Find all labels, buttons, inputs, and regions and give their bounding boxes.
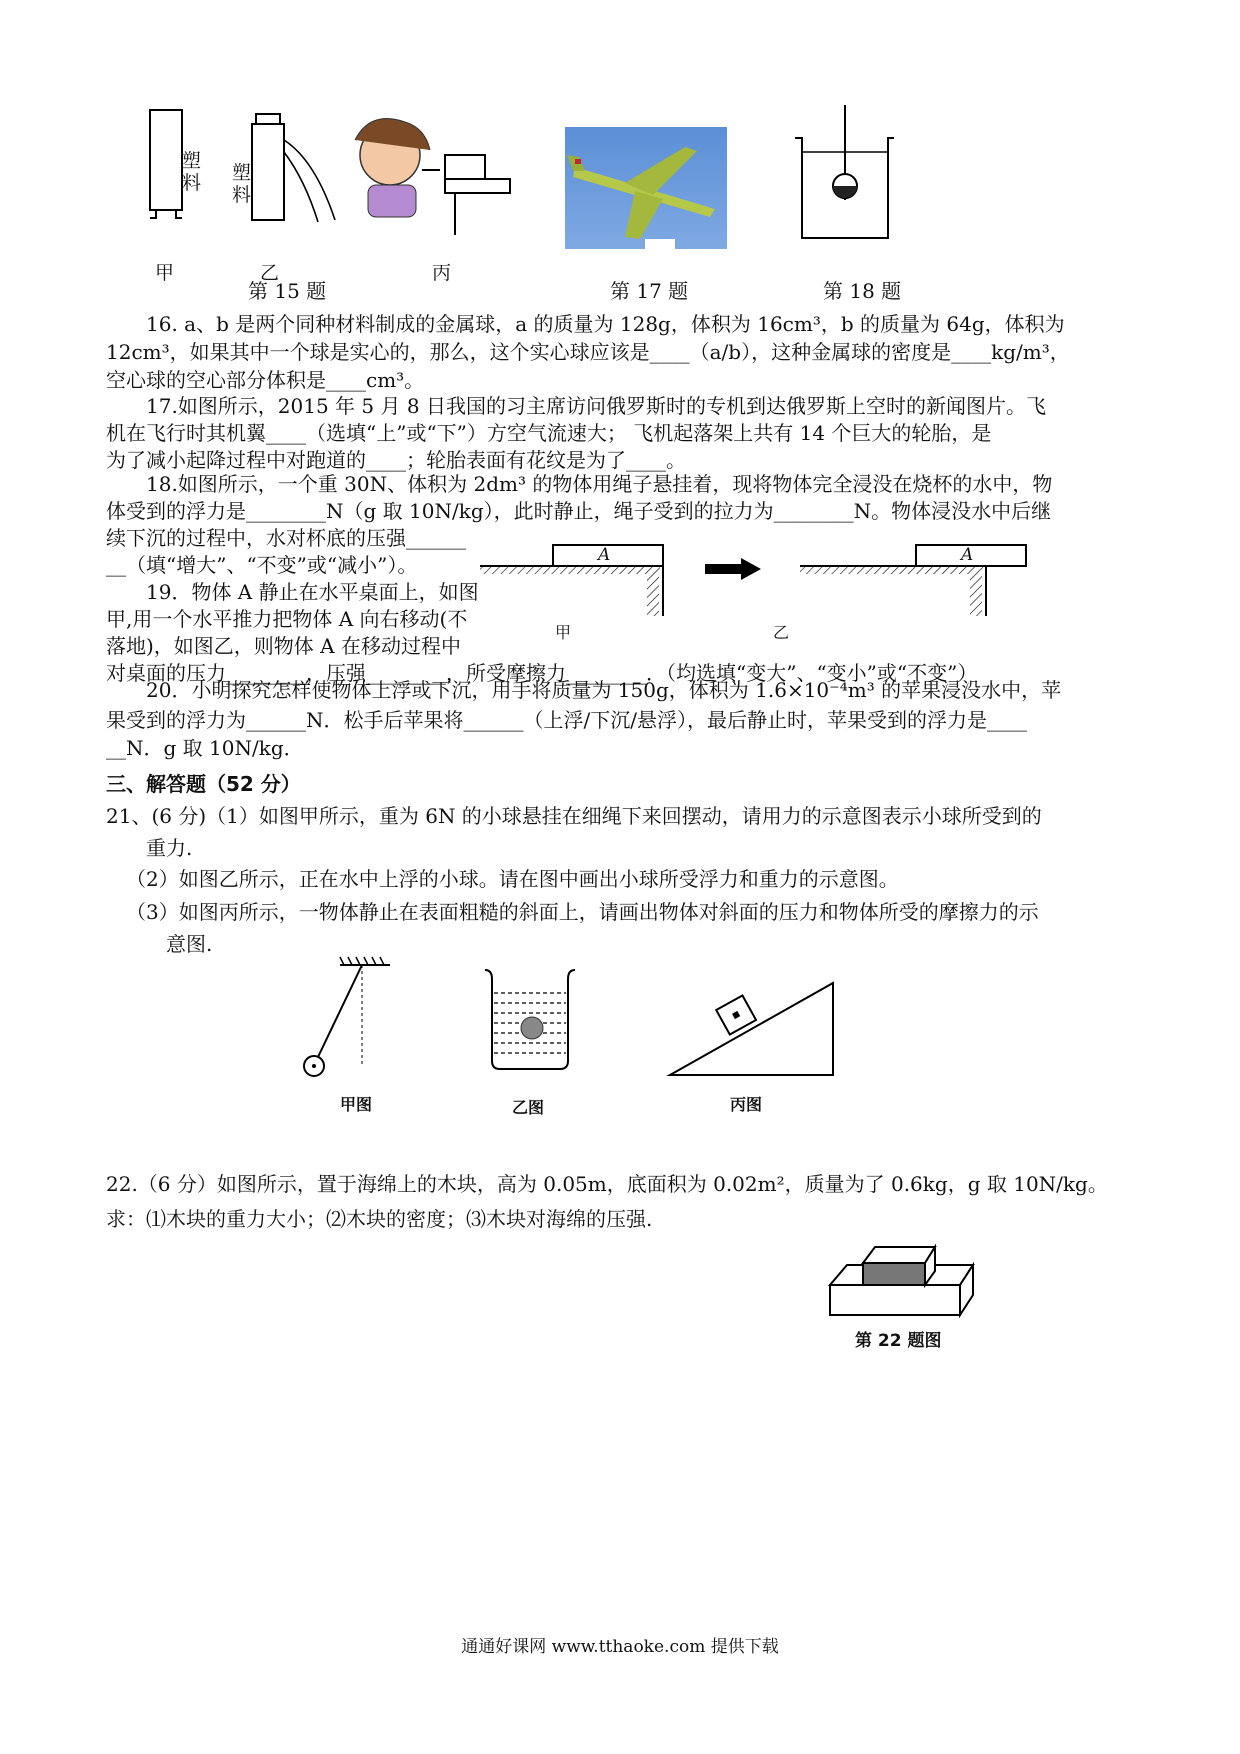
bottle-b <box>252 124 284 220</box>
q18-line-1: 18.如图所示，一个重 30N、体积为 2dm³ 的物体用绳子悬挂着，现将物体完全浸没在烧杯的水中，物 <box>146 472 1053 496</box>
q22-line-2: 求：⑴木块的重力大小；⑵木块的密度；⑶木块对海绵的压强. <box>106 1207 653 1231</box>
q17-line-1: 17.如图所示，2015 年 5 月 8 日我国的习主席访问俄罗斯时的专机到达俄罗斯上空时的新闻图片。飞 <box>146 394 1046 418</box>
fig19-diagram <box>475 540 1035 620</box>
q20-line-2: 果受到的浮力为______N．松手后苹果将______（上浮/下沉/悬浮），最后静止时，苹果受到的浮力是____ <box>106 708 1027 732</box>
fig15-label-a: 甲 <box>155 262 175 284</box>
q17-line-3: 为了减小起降过程中对跑道的____；轮胎表面有花纹是为了____。 <box>106 448 686 472</box>
q19-line-1: 19．物体 A 静止在水平桌面上，如图 <box>146 580 479 604</box>
fig19-label-b: 乙 <box>773 623 790 642</box>
pendulum-figure <box>300 955 400 1085</box>
incline-figure <box>665 975 840 1080</box>
fig15-label-c: 丙 <box>432 262 452 284</box>
q16-line-2: 12cm³，如果其中一个球是实心的，那么，这个实心球应该是____（a/b），这种金属球的密度是____kg/m³， <box>106 340 1070 364</box>
fig21-label-b: 乙图 <box>512 1098 545 1117</box>
q17-line-2: 机在飞行时其机翼____（选填“上”或“下”）方空气流速大； 飞机起落架上共有 14 个巨大的轮胎，是 <box>106 421 992 445</box>
fig15-caption: 第 15 题 <box>248 279 327 303</box>
block-a-label-right: A <box>961 545 974 565</box>
airplane-photo <box>565 127 727 249</box>
fig17-caption: 第 17 题 <box>610 279 689 303</box>
q19-line-2: 甲,用一个水平推力把物体 A 向右移动(不 <box>106 607 468 631</box>
fig18-caption: 第 18 题 <box>823 279 902 303</box>
q20-line-1: 20．小明探究怎样使物体上浮或下沉，用手将质量为 150g，体积为 1.6×10⁻⁴m³ 的苹果浸没水中，苹 <box>146 678 1062 702</box>
q18-line-2: 体受到的浮力是________N（g 取 10N/kg），此时静止，绳子受到的拉力为________N。物体浸没水中后继 <box>106 499 1052 523</box>
fig15-label-b: 乙 <box>260 262 280 284</box>
bottle-a <box>150 110 182 210</box>
girl-blowing-icon <box>355 119 440 217</box>
q16-line-1: 16. a、b 是两个同种材料制成的金属球，a 的质量为 128g，体积为 16cm³，b 的质量为 64g，体积为 <box>146 312 1065 336</box>
fig21-label-c: 丙图 <box>730 1095 763 1114</box>
footer-text: 通通好课网 www.tthaoke.com 提供下载 <box>461 1637 779 1657</box>
fig21-label-a: 甲图 <box>340 1095 373 1114</box>
q21-line-1: 21、(6 分)（1）如图甲所示，重为 6N 的小球悬挂在细绳下来回摆动，请用力的示意图表示小球所受到的 <box>106 804 1042 828</box>
plastic-label-a: 塑料 <box>182 150 202 194</box>
fig22-caption: 第 22 题图 <box>855 1331 942 1351</box>
section-heading: 三、解答题（52 分） <box>106 772 301 796</box>
plastic-label-b: 塑料 <box>232 162 252 206</box>
q18-line-3: 续下沉的过程中，水对杯底的压强______ <box>106 526 466 550</box>
q19-line-4: 对桌面的压力________，压强________，所受摩擦力________．（均选填“变大”、“变小”或“不变”） <box>106 661 978 685</box>
beaker-ball-figure <box>480 965 580 1075</box>
q21-line-2: 重力. <box>146 836 193 860</box>
q16-line-3: 空心球的空心部分体积是____cm³。 <box>106 368 425 392</box>
q20-line-3: __N．g 取 10N/kg． <box>106 736 304 760</box>
beaker-figure-18 <box>790 100 900 245</box>
block-a-label-left: A <box>598 545 611 565</box>
q21-line-3: （2）如图乙所示，正在水中上浮的小球。请在图中画出小球所受浮力和重力的示意图。 <box>126 867 899 891</box>
fig19-label-a: 甲 <box>555 623 572 642</box>
q21-line-5: 意图. <box>166 932 213 956</box>
q19-line-3: 落地)，如图乙，则物体 A 在移动过程中 <box>106 634 461 658</box>
q18-line-4: __（填“增大”、“不变”或“减小”）。 <box>106 553 418 577</box>
wood-block <box>863 1263 925 1285</box>
q22-line-1: 22.（6 分）如图所示，置于海绵上的木块，高为 0.05m，底面积为 0.02m²，质量为了 0.6kg，g 取 10N/kg。 <box>106 1172 1108 1196</box>
q21-line-4: （3）如图丙所示，一物体静止在表面粗糙的斜面上，请画出物体对斜面的压力和物体所受的摩擦力的示 <box>126 900 1039 924</box>
rising-ball <box>521 1017 543 1039</box>
sponge-block-figure <box>825 1235 980 1320</box>
